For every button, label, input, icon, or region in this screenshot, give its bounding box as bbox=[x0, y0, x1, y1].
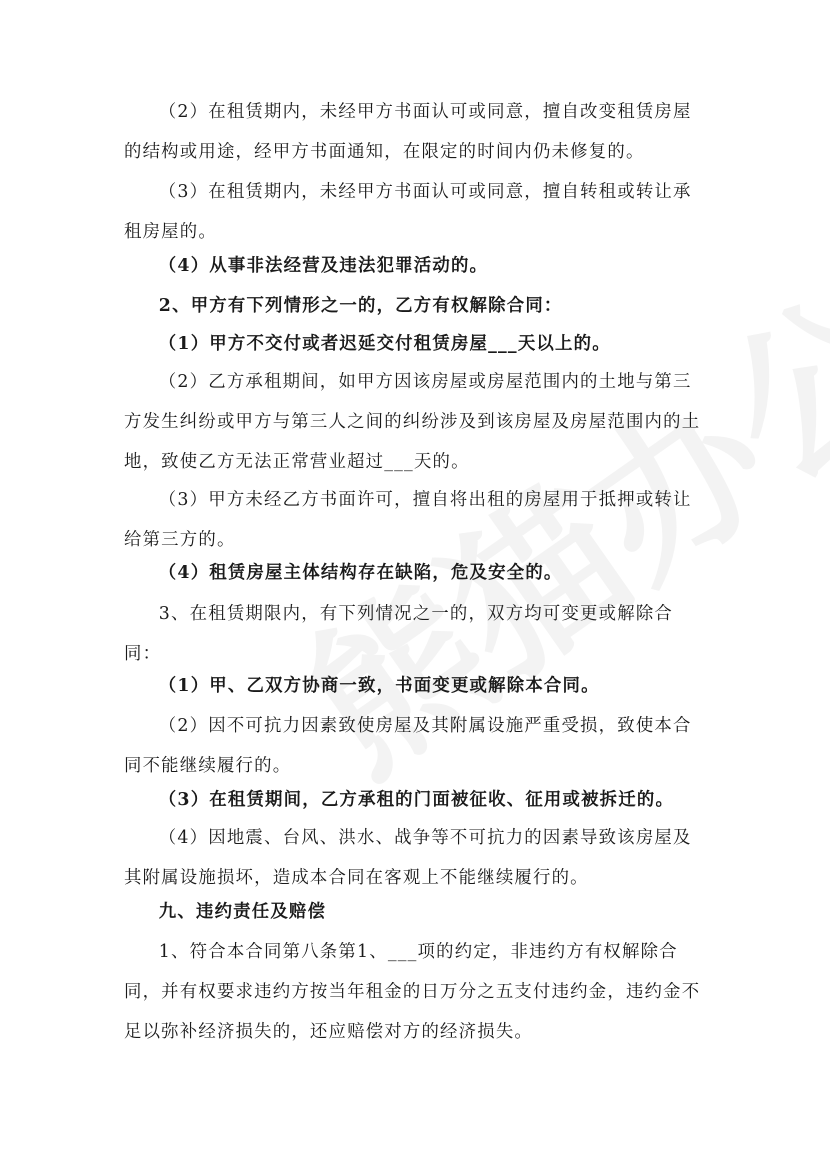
clause-2-unauthorized-alteration: （2）在租赁期内，未经甲方书面认可或同意，擅自改变租赁房屋的结构或用途，经甲方书面通知，在限定的时间内仍未修复的。 bbox=[124, 102, 692, 162]
clause-4-illegal-activity: （4）从事非法经营及违法犯罪活动的。 bbox=[158, 256, 489, 276]
clause-1-mutual-agreement: （1）甲、乙双方协商一致，书面变更或解除本合同。 bbox=[158, 676, 600, 696]
clause-4-structural-defect: （4）租赁房屋主体结构存在缺陷，危及安全的。 bbox=[158, 563, 563, 583]
clause-2-land-dispute: （2）乙方承租期间，如甲方因该房屋或房屋范围内的土地与第三方发生纠纷或甲方与第三人之间的纠纷涉及到该房屋及房屋范围内的土地，致使乙方无法正常营业超过___天的。 bbox=[124, 372, 701, 472]
clause-1-late-delivery: （1）甲方不交付或者迟延交付租赁房屋___天以上的。 bbox=[158, 334, 611, 354]
section-2-heading: 2、甲方有下列情形之一的，乙方有权解除合同： bbox=[158, 296, 563, 316]
section-9-heading: 九、违约责任及赔偿 bbox=[158, 902, 327, 922]
clause-3-expropriation: （3）在租赁期间，乙方承租的门面被征收、征用或被拆迁的。 bbox=[158, 790, 675, 810]
clause-4-natural-disaster: （4）因地震、台风、洪水、战争等不可抗力的因素导致该房屋及其附属设施损坏，造成本合同在客观上不能继续履行的。 bbox=[124, 828, 692, 888]
clause-3-unauthorized-sublease: （3）在租赁期内，未经甲方书面认可或同意，擅自转租或转让承租房屋的。 bbox=[124, 182, 692, 242]
clause-3-mortgage: （3）甲方未经乙方书面许可，擅自将出租的房屋用于抵押或转让给第三方的。 bbox=[124, 490, 692, 550]
section-9-clause-1: 1、符合本合同第八条第1、___项的约定，非违约方有权解除合同，并有权要求违约方按当年租金的日万分之五支付违约金，违约金不足以弥补经济损失的，还应赔偿对方的经济损失。 bbox=[124, 942, 701, 1042]
section-3-heading: 3、在租赁期限内，有下列情况之一的，双方均可变更或解除合同： bbox=[124, 604, 674, 664]
clause-2-force-majeure-damage: （2）因不可抗力因素致使房屋及其附属设施严重受损，致使本合同不能继续履行的。 bbox=[124, 716, 692, 776]
